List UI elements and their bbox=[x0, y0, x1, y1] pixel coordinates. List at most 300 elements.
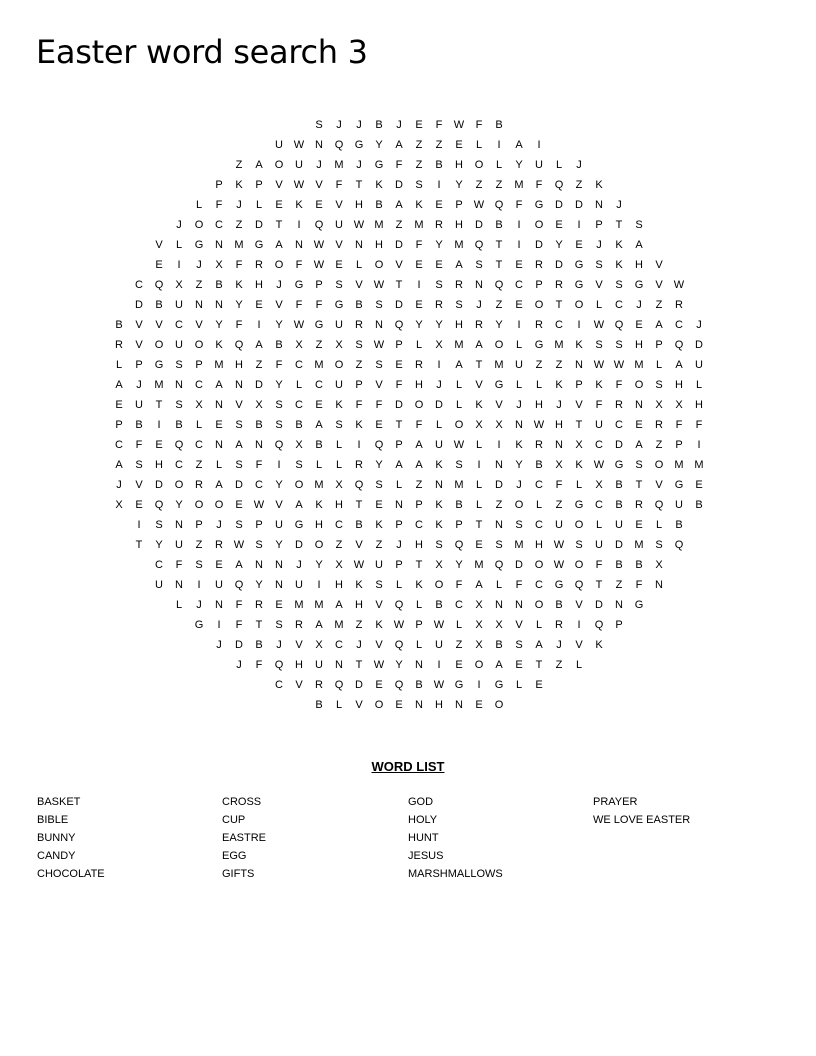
grid-letter: W bbox=[373, 659, 385, 671]
grid-letter: H bbox=[335, 499, 343, 511]
grid-letter: Z bbox=[655, 299, 663, 311]
grid-letter: A bbox=[255, 339, 263, 351]
grid-letter: A bbox=[295, 499, 303, 511]
word-list-item: BIBLE bbox=[37, 814, 69, 826]
grid-letter: B bbox=[355, 299, 363, 311]
grid-letter: D bbox=[515, 559, 523, 571]
grid-letter: T bbox=[395, 279, 403, 291]
grid-letter: D bbox=[695, 339, 703, 351]
grid-letter: N bbox=[195, 299, 203, 311]
grid-letter: O bbox=[514, 499, 524, 511]
grid-letter: F bbox=[175, 559, 183, 571]
grid-letter: Y bbox=[435, 239, 443, 251]
grid-letter: X bbox=[655, 399, 663, 411]
grid-letter: D bbox=[495, 479, 503, 491]
grid-letter: L bbox=[415, 639, 423, 651]
grid-letter: U bbox=[175, 539, 183, 551]
grid-letter: Q bbox=[274, 439, 284, 451]
grid-letter: V bbox=[575, 599, 583, 611]
grid-letter: H bbox=[355, 599, 363, 611]
grid-letter: O bbox=[534, 559, 544, 571]
grid-letter: U bbox=[215, 579, 223, 591]
grid-letter: T bbox=[635, 479, 643, 491]
grid-letter: L bbox=[455, 379, 463, 391]
grid-letter: P bbox=[615, 619, 623, 631]
grid-letter: B bbox=[495, 119, 503, 131]
grid-letter: B bbox=[375, 199, 383, 211]
grid-letter: F bbox=[395, 159, 403, 171]
grid-letter: F bbox=[295, 299, 303, 311]
grid-letter: W bbox=[553, 559, 565, 571]
grid-letter: N bbox=[455, 699, 463, 711]
grid-letter: V bbox=[375, 379, 383, 391]
grid-letter: Q bbox=[474, 239, 484, 251]
grid-letter: S bbox=[455, 299, 463, 311]
grid-letter: U bbox=[335, 219, 343, 231]
grid-letter: I bbox=[437, 659, 441, 671]
grid-letter: Z bbox=[255, 359, 263, 371]
grid-letter: G bbox=[454, 679, 464, 691]
grid-letter: C bbox=[455, 599, 463, 611]
grid-letter: Z bbox=[555, 659, 563, 671]
grid-letter: D bbox=[435, 399, 443, 411]
grid-letter: V bbox=[655, 479, 663, 491]
grid-letter: J bbox=[636, 299, 642, 311]
grid-letter: F bbox=[515, 199, 523, 211]
grid-letter: F bbox=[375, 399, 383, 411]
grid-letter: X bbox=[175, 279, 183, 291]
grid-letter: V bbox=[295, 679, 303, 691]
grid-letter: W bbox=[253, 499, 265, 511]
grid-letter: I bbox=[157, 419, 161, 431]
grid-letter: G bbox=[154, 359, 164, 371]
grid-letter: Z bbox=[395, 219, 403, 231]
grid-letter: F bbox=[695, 419, 703, 431]
grid-letter: K bbox=[555, 379, 563, 391]
grid-letter: F bbox=[135, 439, 143, 451]
grid-letter: O bbox=[534, 299, 544, 311]
grid-letter: R bbox=[315, 679, 323, 691]
grid-letter: B bbox=[215, 279, 223, 291]
grid-letter: L bbox=[195, 199, 203, 211]
grid-letter: X bbox=[295, 339, 303, 351]
grid-letter: A bbox=[455, 259, 463, 271]
grid-letter: S bbox=[275, 619, 283, 631]
grid-letter: Y bbox=[375, 139, 383, 151]
grid-letter: V bbox=[155, 319, 163, 331]
grid-letter: K bbox=[595, 639, 603, 651]
grid-letter: Z bbox=[575, 179, 583, 191]
grid-letter: N bbox=[415, 699, 423, 711]
grid-letter: X bbox=[335, 559, 343, 571]
grid-letter: Q bbox=[394, 639, 404, 651]
grid-letter: G bbox=[194, 239, 204, 251]
grid-letter: S bbox=[655, 539, 663, 551]
grid-letter: S bbox=[635, 459, 643, 471]
grid-letter: H bbox=[295, 659, 303, 671]
grid-letter: O bbox=[274, 159, 284, 171]
grid-letter: L bbox=[415, 599, 423, 611]
grid-letter: O bbox=[174, 479, 184, 491]
grid-letter: J bbox=[616, 199, 622, 211]
grid-letter: R bbox=[675, 299, 683, 311]
grid-letter: I bbox=[257, 319, 261, 331]
grid-letter: Q bbox=[394, 599, 404, 611]
grid-letter: D bbox=[535, 239, 543, 251]
grid-letter: U bbox=[135, 399, 143, 411]
grid-letter: H bbox=[455, 219, 463, 231]
grid-letter: S bbox=[375, 479, 383, 491]
grid-letter: T bbox=[495, 239, 503, 251]
grid-letter: C bbox=[595, 439, 603, 451]
grid-letter: D bbox=[575, 199, 583, 211]
grid-letter: O bbox=[194, 339, 204, 351]
grid-letter: J bbox=[176, 219, 182, 231]
grid-letter: L bbox=[115, 359, 123, 371]
grid-letter: I bbox=[277, 459, 281, 471]
grid-letter: V bbox=[135, 339, 143, 351]
grid-letter: W bbox=[393, 619, 405, 631]
grid-letter: D bbox=[255, 219, 263, 231]
grid-letter: Y bbox=[375, 459, 383, 471]
grid-letter: Y bbox=[515, 459, 523, 471]
grid-letter: S bbox=[235, 459, 243, 471]
grid-letter: O bbox=[374, 699, 384, 711]
grid-letter: E bbox=[415, 259, 423, 271]
grid-letter: Y bbox=[495, 319, 503, 331]
grid-letter: L bbox=[475, 499, 483, 511]
grid-letter: P bbox=[415, 619, 423, 631]
grid-letter: D bbox=[395, 399, 403, 411]
grid-letter: X bbox=[435, 339, 443, 351]
grid-letter: L bbox=[515, 679, 523, 691]
grid-letter: I bbox=[177, 259, 181, 271]
grid-letter: M bbox=[454, 479, 464, 491]
grid-letter: M bbox=[514, 179, 524, 191]
grid-letter: T bbox=[155, 399, 163, 411]
grid-letter: R bbox=[555, 619, 563, 631]
grid-letter: P bbox=[535, 279, 543, 291]
grid-letter: K bbox=[375, 179, 383, 191]
grid-letter: Z bbox=[355, 619, 363, 631]
grid-letter: H bbox=[635, 339, 643, 351]
grid-letter: S bbox=[655, 379, 663, 391]
grid-letter: N bbox=[275, 559, 283, 571]
grid-letter: X bbox=[195, 399, 203, 411]
grid-letter: E bbox=[415, 299, 423, 311]
grid-letter: W bbox=[293, 139, 305, 151]
grid-letter: E bbox=[275, 599, 283, 611]
grid-letter: S bbox=[175, 359, 183, 371]
grid-letter: Y bbox=[415, 319, 423, 331]
grid-letter: V bbox=[335, 199, 343, 211]
grid-letter: V bbox=[195, 319, 203, 331]
grid-letter: B bbox=[535, 459, 543, 471]
grid-letter: C bbox=[515, 279, 523, 291]
word-list-item: BASKET bbox=[37, 796, 81, 808]
grid-letter: M bbox=[314, 359, 324, 371]
grid-letter: B bbox=[495, 219, 503, 231]
grid-letter: F bbox=[255, 659, 263, 671]
grid-letter: B bbox=[375, 119, 383, 131]
grid-letter: L bbox=[195, 419, 203, 431]
grid-letter: B bbox=[695, 499, 703, 511]
grid-letter: P bbox=[195, 359, 203, 371]
grid-letter: G bbox=[614, 459, 624, 471]
grid-letter: B bbox=[675, 519, 683, 531]
grid-letter: J bbox=[236, 199, 242, 211]
word-list-item: EASTRE bbox=[222, 832, 267, 844]
grid-letter: O bbox=[574, 519, 584, 531]
grid-letter: D bbox=[615, 539, 623, 551]
grid-letter: E bbox=[575, 239, 583, 251]
grid-letter: T bbox=[355, 659, 363, 671]
grid-letter: N bbox=[395, 499, 403, 511]
grid-letter: M bbox=[234, 239, 244, 251]
grid-letter: X bbox=[595, 479, 603, 491]
grid-letter: L bbox=[295, 379, 303, 391]
grid-letter: D bbox=[615, 439, 623, 451]
grid-letter: E bbox=[635, 319, 643, 331]
word-list-item: CROSS bbox=[222, 796, 262, 808]
grid-letter: O bbox=[194, 499, 204, 511]
grid-letter: P bbox=[395, 439, 403, 451]
grid-letter: C bbox=[535, 579, 543, 591]
grid-letter: B bbox=[455, 499, 463, 511]
grid-letter: D bbox=[255, 379, 263, 391]
grid-letter: C bbox=[275, 679, 283, 691]
grid-letter: I bbox=[517, 219, 521, 231]
grid-letter: R bbox=[475, 319, 483, 331]
grid-letter: E bbox=[315, 399, 323, 411]
grid-letter: O bbox=[654, 459, 664, 471]
grid-letter: T bbox=[595, 579, 603, 591]
grid-letter: W bbox=[313, 239, 325, 251]
grid-letter: X bbox=[475, 419, 483, 431]
grid-letter: N bbox=[275, 579, 283, 591]
grid-letter: M bbox=[214, 359, 224, 371]
grid-letter: N bbox=[335, 659, 343, 671]
grid-letter: O bbox=[574, 559, 584, 571]
grid-letter: H bbox=[235, 359, 243, 371]
grid-letter: U bbox=[595, 419, 603, 431]
grid-letter: J bbox=[136, 379, 142, 391]
grid-letter: S bbox=[235, 519, 243, 531]
grid-letter: Q bbox=[234, 579, 244, 591]
grid-letter: N bbox=[215, 239, 223, 251]
grid-letter: G bbox=[574, 279, 584, 291]
grid-letter: Y bbox=[275, 319, 283, 331]
grid-letter: M bbox=[294, 599, 304, 611]
grid-letter: E bbox=[695, 479, 703, 491]
grid-letter: L bbox=[655, 519, 663, 531]
grid-letter: R bbox=[535, 439, 543, 451]
grid-letter: C bbox=[555, 319, 563, 331]
grid-letter: B bbox=[115, 319, 123, 331]
grid-letter: K bbox=[595, 179, 603, 191]
grid-letter: T bbox=[355, 499, 363, 511]
word-list-item: CHOCOLATE bbox=[37, 868, 105, 880]
grid-letter: S bbox=[375, 359, 383, 371]
grid-letter: G bbox=[554, 579, 564, 591]
grid-letter: P bbox=[395, 519, 403, 531]
grid-letter: J bbox=[276, 279, 282, 291]
grid-letter: A bbox=[395, 459, 403, 471]
grid-letter: N bbox=[515, 599, 523, 611]
grid-letter: A bbox=[475, 339, 483, 351]
grid-letter: V bbox=[575, 639, 583, 651]
grid-letter: B bbox=[295, 419, 303, 431]
grid-letter: Z bbox=[495, 299, 503, 311]
grid-letter: J bbox=[356, 119, 362, 131]
grid-letter: F bbox=[235, 319, 243, 331]
grid-letter: O bbox=[634, 379, 644, 391]
grid-letter: F bbox=[215, 199, 223, 211]
grid-letter: D bbox=[395, 299, 403, 311]
grid-letter: A bbox=[395, 199, 403, 211]
grid-letter: F bbox=[335, 179, 343, 191]
grid-letter: O bbox=[414, 399, 424, 411]
grid-letter: S bbox=[595, 259, 603, 271]
grid-letter: V bbox=[135, 479, 143, 491]
grid-letter: E bbox=[375, 419, 383, 431]
grid-letter: C bbox=[255, 479, 263, 491]
grid-letter: E bbox=[115, 399, 123, 411]
grid-letter: S bbox=[515, 639, 523, 651]
grid-letter: N bbox=[215, 439, 223, 451]
grid-letter: H bbox=[675, 379, 683, 391]
grid-letter: E bbox=[515, 259, 523, 271]
grid-letter: K bbox=[355, 579, 363, 591]
word-list-item: GOD bbox=[408, 796, 434, 808]
grid-letter: E bbox=[555, 219, 563, 231]
grid-letter: W bbox=[673, 279, 685, 291]
grid-letter: U bbox=[175, 299, 183, 311]
grid-letter: D bbox=[355, 679, 363, 691]
grid-letter: J bbox=[556, 399, 562, 411]
grid-letter: Q bbox=[674, 539, 684, 551]
grid-letter: F bbox=[555, 479, 563, 491]
grid-letter: X bbox=[655, 559, 663, 571]
grid-letter: E bbox=[455, 139, 463, 151]
grid-letter: F bbox=[415, 419, 423, 431]
grid-letter: C bbox=[175, 319, 183, 331]
grid-letter: X bbox=[335, 479, 343, 491]
grid-letter: W bbox=[453, 439, 465, 451]
grid-letter: F bbox=[455, 579, 463, 591]
grid-letter: X bbox=[575, 439, 583, 451]
grid-letter: G bbox=[574, 499, 584, 511]
grid-letter: J bbox=[436, 379, 442, 391]
grid-letter: X bbox=[115, 499, 123, 511]
grid-letter: B bbox=[175, 419, 183, 431]
grid-letter: E bbox=[475, 539, 483, 551]
grid-letter: L bbox=[315, 459, 323, 471]
grid-letter: O bbox=[314, 539, 324, 551]
grid-letter: W bbox=[593, 319, 605, 331]
word-list-item: CANDY bbox=[37, 850, 76, 862]
grid-letter: N bbox=[515, 419, 523, 431]
grid-letter: O bbox=[454, 419, 464, 431]
grid-letter: R bbox=[455, 279, 463, 291]
grid-letter: E bbox=[215, 419, 223, 431]
grid-letter: K bbox=[235, 179, 243, 191]
grid-letter: X bbox=[215, 259, 223, 271]
grid-letter: X bbox=[555, 459, 563, 471]
grid-letter: E bbox=[435, 199, 443, 211]
grid-letter: J bbox=[396, 119, 402, 131]
word-list-item: WE LOVE EASTER bbox=[593, 814, 691, 826]
grid-letter: H bbox=[415, 539, 423, 551]
grid-letter: N bbox=[575, 359, 583, 371]
grid-letter: Q bbox=[274, 659, 284, 671]
grid-letter: T bbox=[415, 559, 423, 571]
grid-letter: K bbox=[235, 279, 243, 291]
grid-letter: Q bbox=[314, 219, 324, 231]
grid-letter: G bbox=[374, 159, 384, 171]
grid-letter: L bbox=[355, 259, 363, 271]
grid-letter: M bbox=[694, 459, 704, 471]
grid-letter: C bbox=[615, 419, 623, 431]
grid-letter: C bbox=[135, 279, 143, 291]
grid-letter: A bbox=[455, 359, 463, 371]
grid-letter: O bbox=[494, 699, 504, 711]
grid-letter: K bbox=[335, 399, 343, 411]
word-list-item: JESUS bbox=[408, 850, 444, 862]
grid-letter: S bbox=[575, 539, 583, 551]
grid-letter: U bbox=[515, 359, 523, 371]
grid-letter: C bbox=[195, 439, 203, 451]
grid-letter: O bbox=[294, 479, 304, 491]
grid-letter: G bbox=[534, 199, 544, 211]
grid-letter: T bbox=[395, 419, 403, 431]
grid-letter: K bbox=[435, 499, 443, 511]
grid-letter: S bbox=[435, 279, 443, 291]
grid-letter: G bbox=[674, 479, 684, 491]
grid-letter: E bbox=[535, 679, 543, 691]
grid-letter: W bbox=[433, 679, 445, 691]
grid-letter: F bbox=[315, 299, 323, 311]
grid-letter: C bbox=[195, 379, 203, 391]
grid-letter: B bbox=[435, 599, 443, 611]
grid-letter: Q bbox=[494, 559, 504, 571]
grid-letter: A bbox=[395, 139, 403, 151]
grid-letter: I bbox=[577, 319, 581, 331]
word-list-heading: WORD LIST bbox=[371, 759, 445, 774]
grid-letter: V bbox=[655, 259, 663, 271]
grid-letter: R bbox=[295, 619, 303, 631]
grid-letter: Z bbox=[415, 479, 423, 491]
grid-letter: W bbox=[453, 119, 465, 131]
grid-letter: N bbox=[495, 459, 503, 471]
grid-letter: E bbox=[255, 299, 263, 311]
grid-letter: V bbox=[355, 279, 363, 291]
grid-letter: J bbox=[296, 559, 302, 571]
grid-letter: Z bbox=[415, 139, 423, 151]
grid-letter: Y bbox=[435, 319, 443, 331]
grid-letter: E bbox=[635, 519, 643, 531]
grid-letter: T bbox=[475, 359, 483, 371]
grid-letter: H bbox=[315, 519, 323, 531]
grid-letter: N bbox=[215, 399, 223, 411]
word-list-item: CUP bbox=[222, 814, 246, 826]
grid-letter: G bbox=[494, 679, 504, 691]
grid-letter: N bbox=[315, 139, 323, 151]
grid-letter: J bbox=[216, 639, 222, 651]
grid-letter: S bbox=[475, 259, 483, 271]
grid-letter: A bbox=[115, 459, 123, 471]
word-list-item: HOLY bbox=[408, 814, 438, 826]
